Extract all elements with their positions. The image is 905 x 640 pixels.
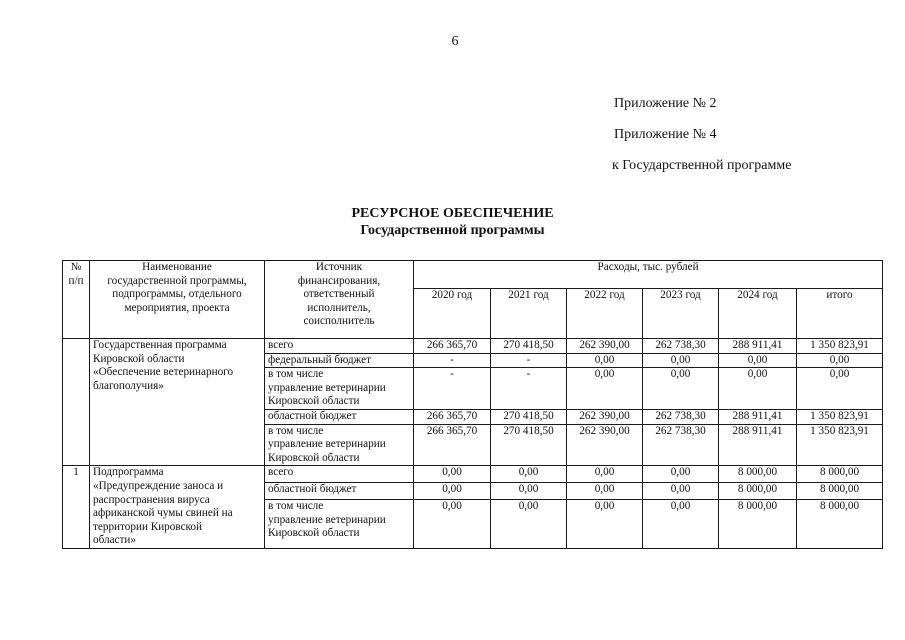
year-value: 0,00	[643, 500, 719, 549]
year-value: 0,00	[643, 368, 719, 410]
funding-source: в том числе управление ветеринарии Кировской области	[265, 500, 414, 549]
appendix-line-3: к Государственной программе	[612, 158, 792, 173]
header-year-2020: 2020 год	[414, 289, 491, 339]
appendix-line-1: Приложение № 2	[614, 96, 717, 111]
year-value: 0,00	[414, 466, 491, 483]
funding-source: в том числе управление ветеринарии Кировской области	[265, 368, 414, 410]
header-year-2024: 2024 год	[719, 289, 797, 339]
header-source: Источник финансирования, ответственный исполнитель, соисполнитель	[265, 261, 414, 339]
funding-source: федеральный бюджет	[265, 353, 414, 368]
year-value: 270 418,50	[491, 424, 567, 466]
year-value: 0,00	[567, 500, 643, 549]
row-number	[63, 339, 90, 466]
year-value: 262 390,00	[567, 424, 643, 466]
funding-source: всего	[265, 339, 414, 354]
year-value: 0,00	[414, 483, 491, 500]
program-name: Подпрограмма «Предупреждение заноса и распространения вируса африканской чумы свиней на территории Кировской области»	[90, 466, 265, 549]
total-value: 0,00	[797, 353, 883, 368]
total-value: 1 350 823,91	[797, 409, 883, 424]
document-title	[0, 205, 905, 239]
year-value: 288 911,41	[719, 409, 797, 424]
total-value: 0,00	[797, 368, 883, 410]
year-value: 262 390,00	[567, 339, 643, 354]
funding-source: областной бюджет	[265, 409, 414, 424]
year-value: 262 390,00	[567, 409, 643, 424]
total-value: 1 350 823,91	[797, 339, 883, 354]
year-value: -	[491, 368, 567, 410]
year-value: -	[414, 353, 491, 368]
header-number: № п/п	[63, 261, 90, 339]
program-name: Государственная программа Кировской области «Обеспечение ветеринарного благополучия»	[90, 339, 265, 466]
total-value: 8 000,00	[797, 466, 883, 483]
year-value: 266 365,70	[414, 409, 491, 424]
header-total: итого	[797, 289, 883, 339]
year-value: -	[491, 353, 567, 368]
year-value: 0,00	[491, 466, 567, 483]
year-value: 0,00	[643, 353, 719, 368]
year-value: 288 911,41	[719, 339, 797, 354]
resource-table	[62, 260, 883, 549]
header-year-2023: 2023 год	[643, 289, 719, 339]
year-value: 266 365,70	[414, 424, 491, 466]
total-value: 8 000,00	[797, 500, 883, 549]
year-value: 8 000,00	[719, 483, 797, 500]
year-value: 8 000,00	[719, 466, 797, 483]
header-year-2022: 2022 год	[567, 289, 643, 339]
year-value: 0,00	[567, 483, 643, 500]
table-row	[63, 339, 883, 354]
total-value: 8 000,00	[797, 483, 883, 500]
header-year-2021: 2021 год	[491, 289, 567, 339]
funding-source: областной бюджет	[265, 483, 414, 500]
funding-source: в том числе управление ветеринарии Кировской области	[265, 424, 414, 466]
year-value: -	[414, 368, 491, 410]
year-value: 262 738,30	[643, 424, 719, 466]
year-value: 0,00	[491, 483, 567, 500]
year-value: 270 418,50	[491, 409, 567, 424]
year-value: 0,00	[643, 483, 719, 500]
year-value: 8 000,00	[719, 500, 797, 549]
table-body	[63, 339, 883, 549]
page-number: 6	[451, 34, 459, 49]
header-expenses: Расходы, тыс. рублей	[414, 261, 883, 289]
total-value: 1 350 823,91	[797, 424, 883, 466]
row-number: 1	[63, 466, 90, 549]
year-value: 262 738,30	[643, 409, 719, 424]
year-value: 288 911,41	[719, 424, 797, 466]
year-value: 0,00	[719, 368, 797, 410]
funding-source: всего	[265, 466, 414, 483]
year-value: 0,00	[414, 500, 491, 549]
appendix-line-2: Приложение № 4	[614, 127, 717, 142]
year-value: 0,00	[491, 500, 567, 549]
year-value: 0,00	[719, 353, 797, 368]
header-name: Наименование государственной программы, подпрограммы, отдельного мероприятия, проекта	[90, 261, 265, 339]
year-value: 0,00	[567, 353, 643, 368]
year-value: 266 365,70	[414, 339, 491, 354]
year-value: 0,00	[567, 466, 643, 483]
title-line-1: РЕСУРСНОЕ ОБЕСПЕЧЕНИЕ	[351, 206, 554, 221]
year-value: 0,00	[567, 368, 643, 410]
year-value: 0,00	[643, 466, 719, 483]
year-value: 270 418,50	[491, 339, 567, 354]
table-row	[63, 466, 883, 483]
year-value: 262 738,30	[643, 339, 719, 354]
title-line-2: Государственной программы	[360, 223, 545, 238]
